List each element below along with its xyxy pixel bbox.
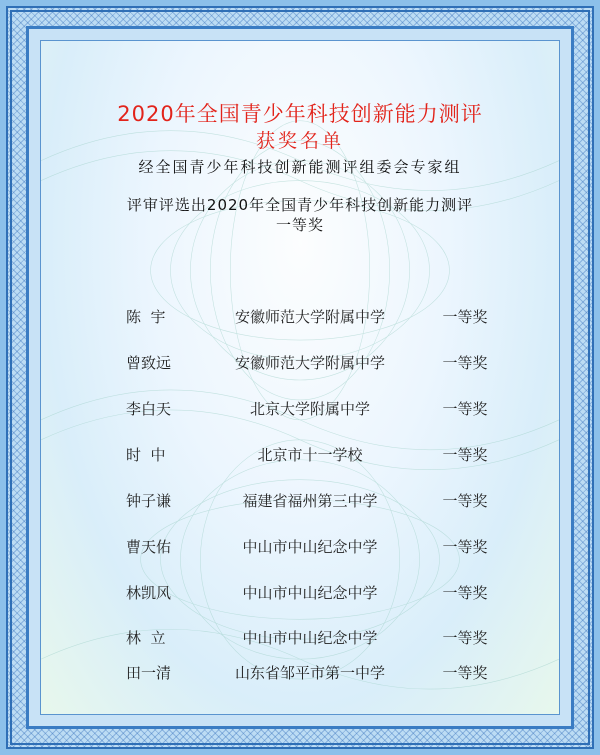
winner-school: 安徽师范大学附属中学: [234, 308, 385, 326]
intro-line-1: 经全国青少年科技创新能测评组委会专家组: [138, 158, 462, 176]
list-item: [40, 582, 560, 606]
winner-school: 福建省福州第三中学: [242, 492, 378, 510]
winner-award: 一等奖: [442, 400, 488, 418]
winner-name: 钟子谦: [126, 492, 172, 510]
intro-line-2: 评审评选出2020年全国青少年科技创新能力测评: [126, 196, 474, 214]
winner-school: 北京市十一学校: [257, 446, 363, 464]
winner-school: 中山市中山纪念中学: [242, 629, 378, 647]
list-item: [40, 490, 560, 514]
list-item: [40, 352, 560, 376]
list-item: [40, 627, 560, 651]
winner-name: 陈 宇: [126, 308, 166, 326]
certificate-subtitle: 获奖名单: [255, 130, 344, 152]
intro-line-3: 一等奖: [275, 216, 324, 234]
winner-name: 曹天佑: [126, 538, 172, 556]
winner-school: 北京大学附属中学: [249, 400, 370, 418]
winner-school: 安徽师范大学附属中学: [234, 354, 385, 372]
winner-award: 一等奖: [442, 584, 488, 602]
winner-award: 一等奖: [442, 629, 488, 647]
winner-award: 一等奖: [442, 354, 488, 372]
winner-award: 一等奖: [442, 664, 488, 682]
winner-name: 林 立: [126, 629, 166, 647]
winner-award: 一等奖: [442, 492, 488, 510]
content-area: [40, 40, 560, 715]
list-item: [40, 306, 560, 330]
winner-name: 林凯风: [126, 584, 172, 602]
winner-school: 中山市中山纪念中学: [242, 538, 378, 556]
certificate-title: 2020年全国青少年科技创新能力测评: [117, 102, 483, 126]
winner-school: 中山市中山纪念中学: [242, 584, 378, 602]
winner-name: 曾致远: [126, 354, 172, 372]
winner-school: 山东省邹平市第一中学: [234, 664, 385, 682]
list-item: [40, 536, 560, 560]
list-item: [40, 444, 560, 468]
winner-award: 一等奖: [442, 446, 488, 464]
winner-name: 李白天: [126, 400, 172, 418]
list-item: [40, 398, 560, 422]
winner-name: 时 中: [126, 446, 166, 464]
winner-name: 田一清: [126, 664, 172, 682]
winner-award: 一等奖: [442, 308, 488, 326]
list-item: [40, 662, 560, 686]
winner-award: 一等奖: [442, 538, 488, 556]
